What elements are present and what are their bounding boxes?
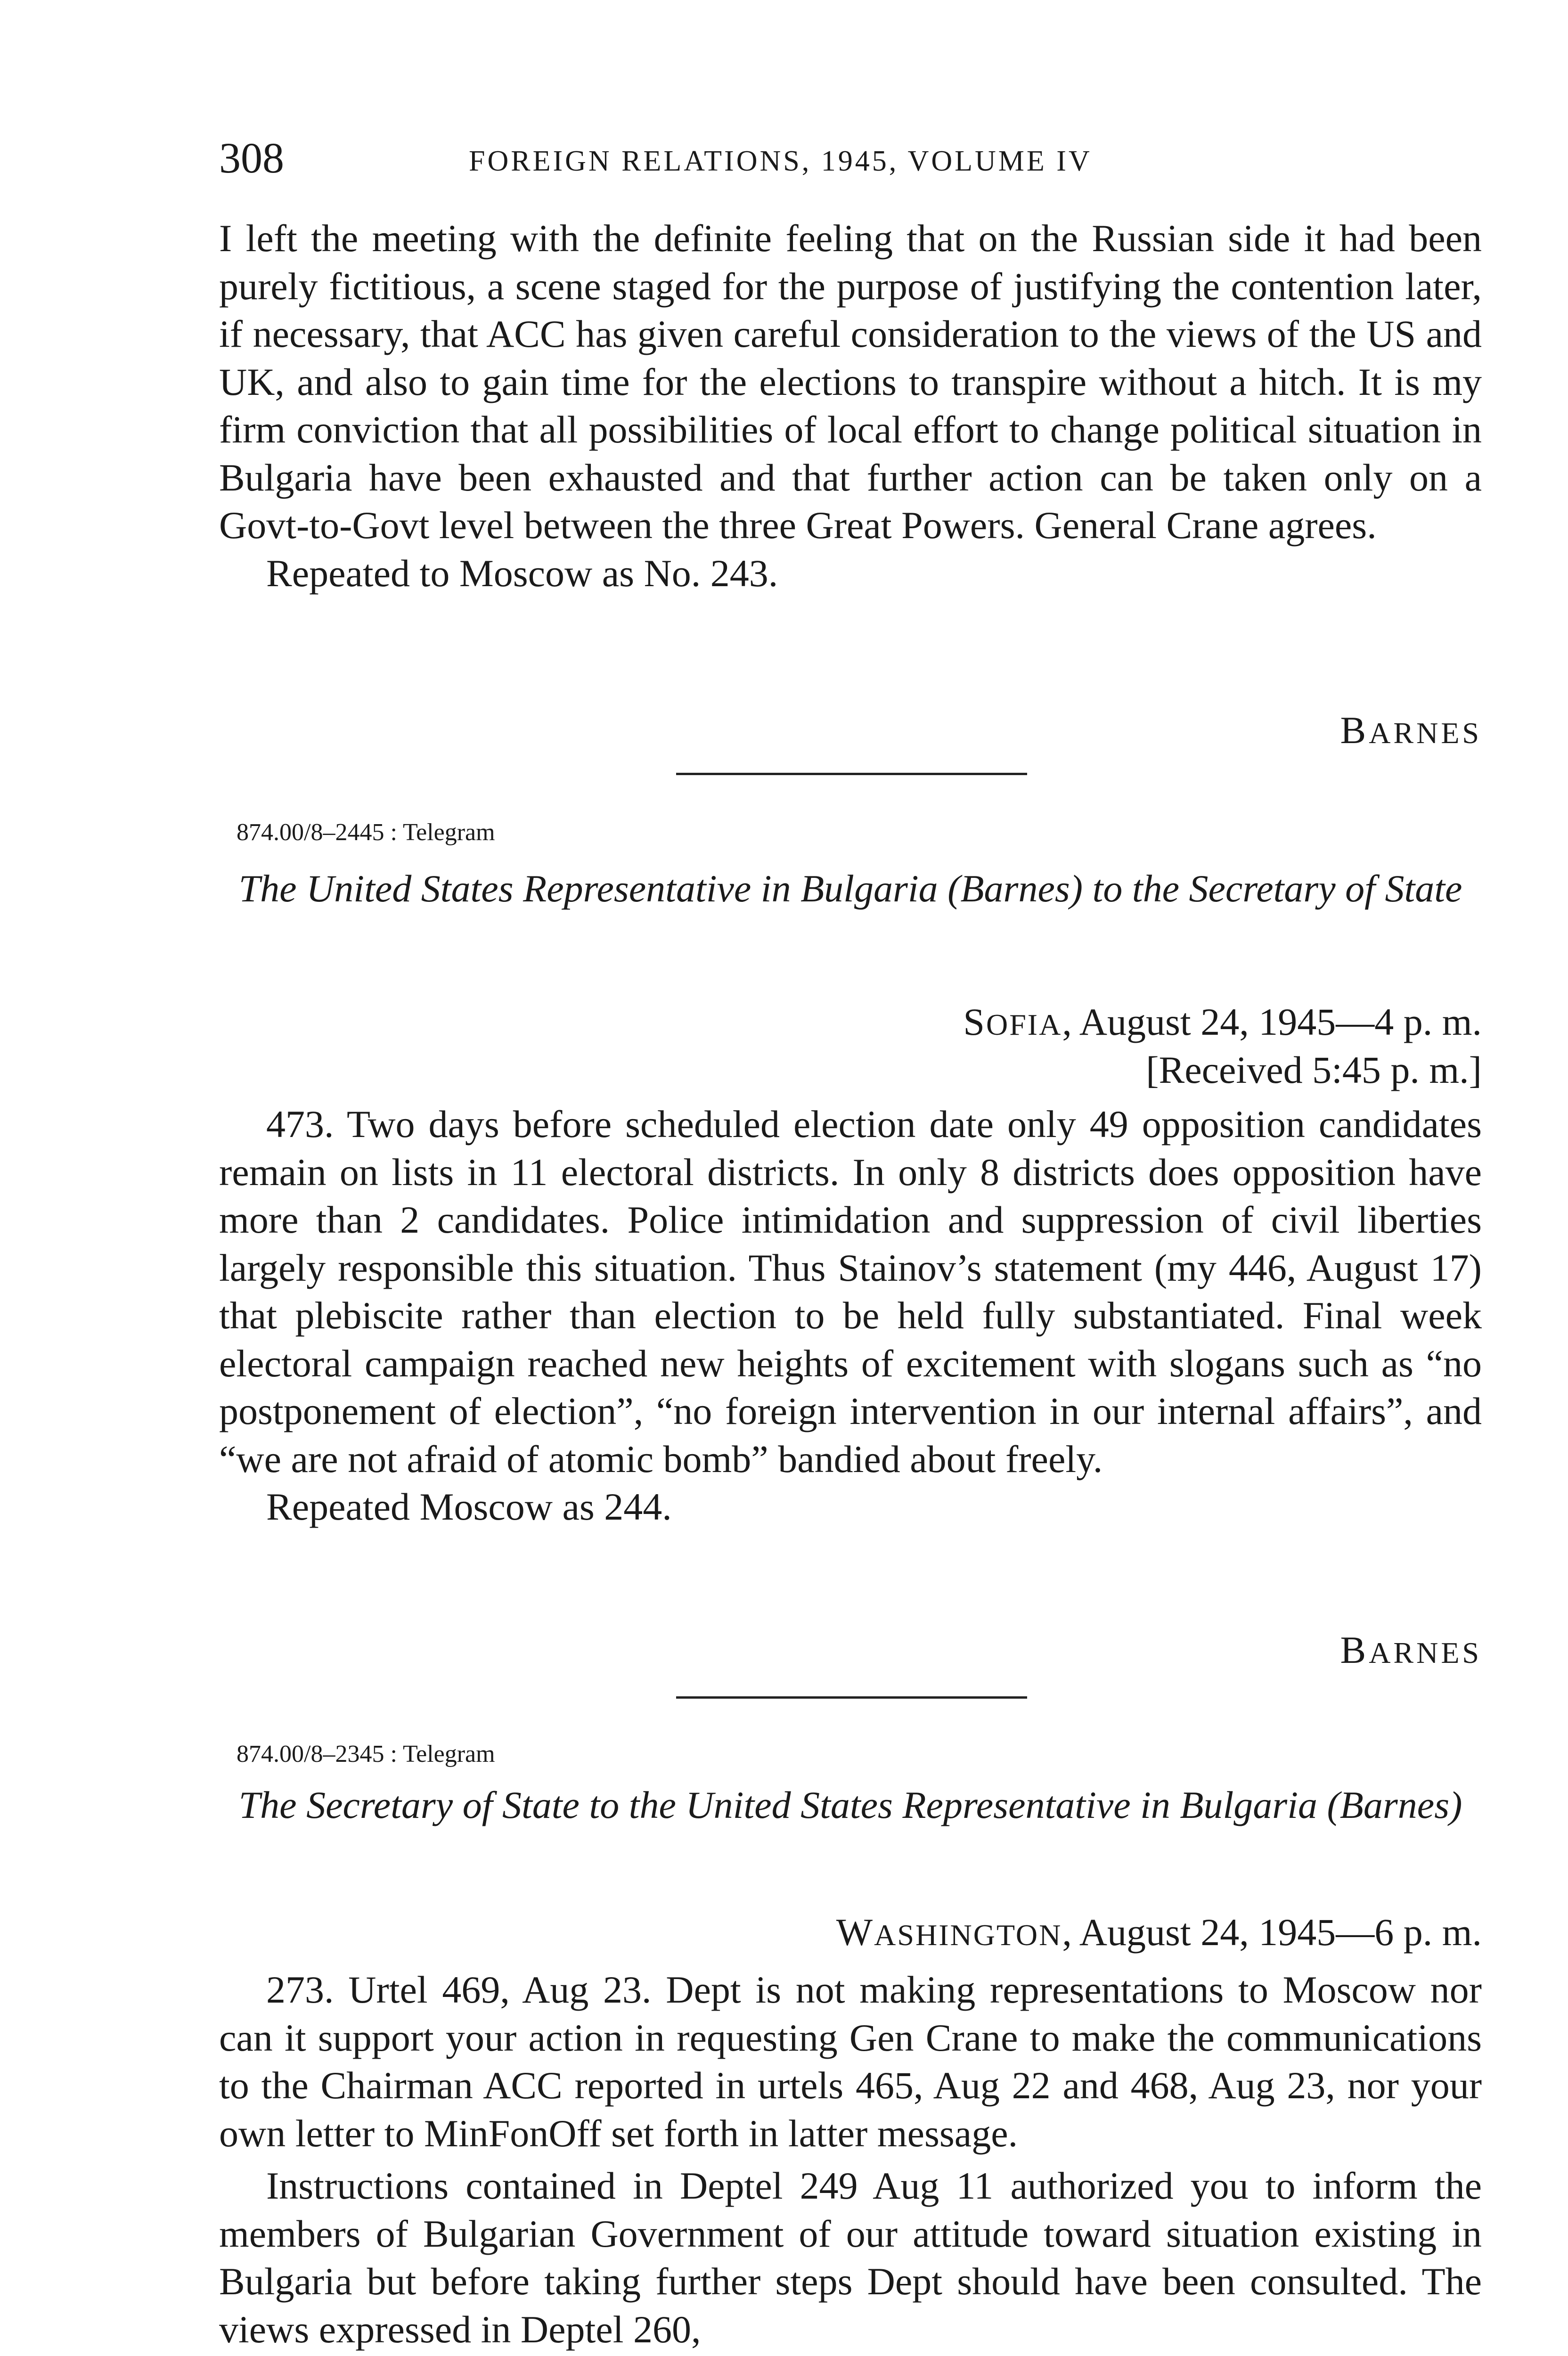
doc1-paragraph: 473. Two days before scheduled election date only 49 opposition candidates remain on lists in 11 electoral districts. In only 8 districts does opposition have more than 2 candidates. Police intimidation and suppression of civil liberties largely responsible this situation. Thus Stainov’s statement (my 446, August 17) that plebiscite rather than election to be held fully substantiated. Final week electoral campaign reached new heights of excitement with slogans such as “no postponement of election”, “no foreign intervention in our internal affairs”, and “we are not afraid of atomic bomb” bandied about freely. [219,1103,1482,1481]
doc1-dateline: SOFIA, August 24, 1945—4 p. m. [963,1000,1482,1043]
doc1-repeated-line: Repeated Moscow as 244. [266,1485,672,1528]
intro-signature: BARNES [1340,709,1482,752]
intro-section [219,214,1482,597]
doc1-file-reference: 874.00/8–2445 : Telegram [237,819,495,846]
running-title: FOREIGN RELATIONS, 1945, VOLUME IV [469,145,1092,177]
doc2-file-reference: 874.00/8–2345 : Telegram [237,1741,495,1767]
doc1-body [219,1100,1482,1531]
doc2-title: The Secretary of State to the United States Representative in Bulgaria (Barnes) [238,1783,1462,1826]
doc2-body [219,1966,1482,2353]
doc1-signature: BARNES [1340,1628,1482,1671]
page-number: 308 [219,134,284,182]
intro-paragraph: I left the meeting with the definite feeling that on the Russian side it had been purely fictitious, a scene staged for the purpose of justifying the contention later, if necessary, that ACC has given careful consideration to the views of the US and UK, and also to gain time for the elections to transpire without a hitch. It is my firm conviction that all possibilities of local effort to change political situation in Bulgaria have been exhausted and that further action can be taken only on a Govt-to-Govt level between the three Great Powers. General Crane agrees. [219,217,1482,547]
doc1-received-line: [Received 5:45 p. m.] [1146,1048,1482,1091]
doc2-dateline: WASHINGTON, August 24, 1945—6 p. m. [836,1911,1482,1954]
doc2-paragraph-1: 273. Urtel 469, Aug 23. Dept is not making representations to Moscow nor can it support your action in requesting Gen Crane to make the communications to the Chairman ACC reported in urtels 465, Aug 22 and 468, Aug 23, nor your own letter to MinFonOff set forth in latter message. [219,1968,1482,2155]
page-header [219,132,1491,188]
intro-repeated-line: Repeated to Moscow as No. 243. [266,551,778,595]
section-divider [676,1696,1027,1699]
doc1-title: The United States Representative in Bulgaria (Barnes) to the Secretary of State [238,867,1462,910]
doc2-paragraph-2: Instructions contained in Deptel 249 Aug 11 authorized you to inform the members of Bulgarian Government of our attitude toward situation existing in Bulgaria but before taking further steps Dept should have been consulted. The views expressed in Deptel 260, [219,2164,1482,2351]
section-divider [676,773,1027,775]
